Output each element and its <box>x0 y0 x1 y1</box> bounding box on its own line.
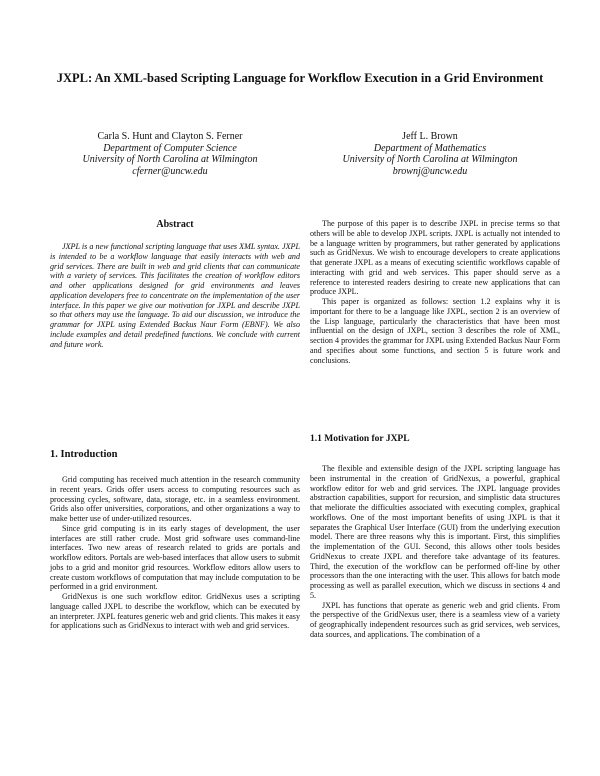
introduction-heading: 1. Introduction <box>50 449 118 460</box>
body-paragraph: The flexible and extensible design of the JXPL scripting language has been instrumental in the creation of GridNexus, a powerful, graphical workflow editor for web and grid services. The JXPL language provides abstraction capabilities, support for recursion, and simplistic data structures that meliorate the difficulties associated with executing complex, graphical workflows. One of the most important benefits of using JXPL is that it separates the Graphical User Interface (GUI) from the underlying execution model. There are three reasons why this is important. First, this simplifies the implementation of the GUI. Second, this allows other tools besides GridNexus to create JXPL and therefore take advantage of its features. Third, the execution of the workflow can be performed off-line by other processors than the one interacting with the user. This allows for batch mode processing as well as parallel execution, which we discuss in sections 4 and 5. <box>310 464 560 600</box>
paper-title: JXPL: An XML-based Scripting Language for Workflow Execution in a Grid Environment <box>56 71 544 85</box>
body-paragraph: The purpose of this paper is to describe JXPL in precise terms so that others will be able to develop JXPL scripts. JXPL is actually not intended to be a language written by programmers, but rather generated by applications such as GridNexus. We wish to encourage developers to create applications that generate JXPL as a means of executing scientific workflows capable of interacting with grid and web services. This paper should serve as a reference to interested readers desiring to create new applications that can produce JXPL. <box>310 219 560 297</box>
author-block-1 <box>40 131 300 177</box>
author-email[interactable]: cferner@uncw.edu <box>132 165 208 177</box>
motivation-body <box>310 464 560 640</box>
body-paragraph: Grid computing has received much attention in the research community in recent years. Grids offer users access to computing resources such as processing cycles, software, data, storage, etc. in a seamless environment. Grids also offer universities, corporations, and other organizations a way to make better use of under-utilized resources. <box>50 475 300 523</box>
body-paragraph: This paper is organized as follows: section 1.2 explains why it is important for there to be a language like JXPL, section 2 is an overview of the Lisp language, particularly the characteristics that have been most influential on the design of JXPL, section 3 describes the role of XML, section 4 provides the grammar for JXPL using Extended Backus Naur Form and specifies about some functions, and section 5 is future work and conclusions. <box>310 297 560 365</box>
author-university: University of North Carolina at Wilmington <box>342 154 518 165</box>
author-department: Department of Computer Science <box>103 142 237 154</box>
author-department: Department of Mathematics <box>373 142 487 154</box>
motivation-heading: 1.1 Motivation for JXPL <box>310 434 410 444</box>
abstract-paragraph: JXPL is a new functional scripting language that uses XML syntax. JXPL is intended to be a workflow language that easily interacts with web and grid services. There are built in web and grid clients that can communicate with a variety of services. This facilitates the creation of workflow editors and other applications designed for grid environments and leaves application developers free to concentrate on the implementation of the user interface. In this paper we give our motivation for JXPL and describe JXPL so that others may use the language. To aid our discussion, we introduce the grammar for JXPL using Extended Backus Naur Form (EBNF). We also include examples and detail predefined functions. We conclude with current and future work. <box>50 242 300 349</box>
abstract-heading: Abstract <box>156 219 194 230</box>
introduction-body <box>50 475 300 631</box>
author-names: Jeff L. Brown <box>402 131 458 142</box>
author-university: University of North Carolina at Wilmington <box>82 154 258 165</box>
abstract-text <box>50 242 300 349</box>
author-names: Carla S. Hunt and Clayton S. Ferner <box>97 131 243 142</box>
body-paragraph: Since grid computing is in its early stages of development, the user interfaces are still rather crude. Most grid software uses command-line interfaces. Two new areas of research related to grids are portals and workflow editors. Portals are web-based interfaces that allow users to submit jobs to a grid and monitor grid resources. Workflow editors allow users to create custom workflows of computation that may include computation to be performed in a grid environment. <box>50 523 300 592</box>
body-paragraph: GridNexus is one such workflow editor. GridNexus uses a scripting language called JXPL to describe the workflow, which can be executed by an interpreter. JXPL features generic web and grid clients. This makes it easy for applications such as GridNexus to interact with web and grid services. <box>50 592 300 631</box>
author-block-2 <box>300 131 560 177</box>
author-email[interactable]: brownj@uncw.edu <box>392 165 468 177</box>
body-paragraph: JXPL has functions that operate as generic web and grid clients. From the perspective of the GridNexus user, there is a seamless view of a variety of geographically independent resources such as grid services, web services, data sources, and applications. The combination of a <box>310 600 560 639</box>
intro-purpose-body <box>310 219 560 365</box>
